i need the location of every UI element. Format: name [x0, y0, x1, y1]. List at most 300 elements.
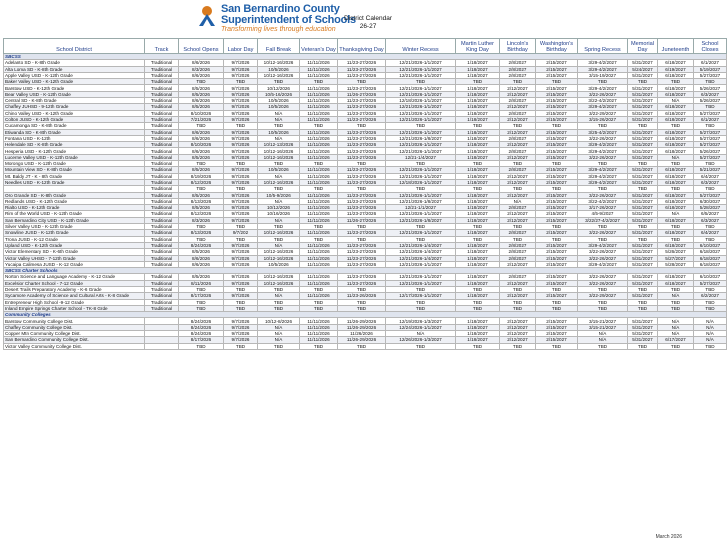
- date-cell: 2/15/2027: [536, 104, 578, 110]
- date-cell: 6/18/2027: [658, 173, 694, 179]
- date-cell: 4/5-9/2027: [578, 211, 628, 217]
- date-cell: 11/11/2026: [300, 293, 338, 299]
- date-cell: 11/23-27/2026: [338, 60, 386, 66]
- date-cell: 11/11/2026: [300, 135, 338, 141]
- date-cell: 9/7/2026: [224, 173, 258, 179]
- date-cell: 3/29-4/2/2027: [578, 104, 628, 110]
- date-cell: Traditional: [145, 217, 179, 223]
- date-cell: 12/21/2026-1/1/2027: [386, 110, 456, 116]
- date-cell: 5/31/2027: [628, 154, 658, 160]
- date-cell: TBD: [258, 286, 300, 292]
- date-cell: 8/3/2026: [179, 217, 224, 223]
- date-cell: TBD: [628, 305, 658, 311]
- date-cell: 1/18/2027: [456, 293, 500, 299]
- date-cell: 8/12/2026: [179, 211, 224, 217]
- date-cell: 9/7/2026: [224, 242, 258, 248]
- date-cell: 11/11/2026: [300, 249, 338, 255]
- date-cell: 12/21/2026-1/1/2027: [386, 211, 456, 217]
- column-header: Juneteenth: [658, 39, 694, 54]
- date-cell: Traditional: [145, 154, 179, 160]
- date-cell: TBD: [500, 305, 536, 311]
- date-cell: TBD: [179, 343, 224, 349]
- date-cell: 9/7/2026: [224, 154, 258, 160]
- date-cell: TBD: [578, 343, 628, 349]
- column-header: Washington's Birthday: [536, 39, 578, 54]
- date-cell: 8/5/2026: [179, 154, 224, 160]
- date-cell: TBD: [694, 305, 727, 311]
- date-cell: 5/31/2027: [628, 142, 658, 148]
- date-cell: 11/23-27/2026: [338, 242, 386, 248]
- date-cell: 3/22/27-4/2/2027: [578, 217, 628, 223]
- date-cell: 1/18/2027: [456, 261, 500, 267]
- date-cell: 2/15/2027: [536, 249, 578, 255]
- date-cell: 11/11/2026: [300, 110, 338, 116]
- date-cell: 1/18/2027: [456, 230, 500, 236]
- date-cell: 2/15/2027: [536, 217, 578, 223]
- district-name-cell: Silver Valley USD - K-12th Grade: [4, 224, 145, 230]
- date-cell: 6/10/2027: [694, 274, 727, 280]
- date-cell: 12/21/2026-1/1/2027: [386, 60, 456, 66]
- date-cell: 6/1/2027: [694, 116, 727, 122]
- date-cell: TBD: [300, 299, 338, 305]
- date-cell: 2/8/2027: [500, 205, 536, 211]
- date-cell: 12/21/2026-1/1/2027: [386, 104, 456, 110]
- column-header: Labor Day: [224, 39, 258, 54]
- date-cell: 6/18/2027: [658, 192, 694, 198]
- column-header: Track: [145, 39, 179, 54]
- date-cell: 8/11/2026: [179, 280, 224, 286]
- date-cell: 3/22-4/2/2027: [578, 198, 628, 204]
- date-cell: 2/12/2027: [500, 211, 536, 217]
- date-cell: 9/7/2026: [224, 205, 258, 211]
- date-cell: 8/6/2026: [179, 60, 224, 66]
- date-cell: 2/15/2027: [536, 324, 578, 330]
- date-cell: TBD: [456, 79, 500, 85]
- date-cell: TBD: [536, 299, 578, 305]
- date-cell: Traditional: [145, 198, 179, 204]
- date-cell: TBD: [224, 305, 258, 311]
- date-cell: 9/7/2026: [224, 198, 258, 204]
- date-cell: Traditional: [145, 305, 179, 311]
- date-cell: 11/11/2026: [300, 331, 338, 337]
- date-cell: TBD: [179, 286, 224, 292]
- date-cell: 5/28/2027: [658, 261, 694, 267]
- district-name-cell: Rim of the World USD - K-12th Grade: [4, 211, 145, 217]
- column-header: Spring Recess: [578, 39, 628, 54]
- column-header: School Closes: [694, 39, 727, 54]
- date-cell: 12/21/2026-1/1/2027: [386, 72, 456, 78]
- date-cell: 5/31/2027: [628, 331, 658, 337]
- date-cell: TBD: [628, 299, 658, 305]
- date-cell: 1/18/2027: [456, 116, 500, 122]
- date-cell: 11/11/2026: [300, 154, 338, 160]
- date-cell: TBD: [300, 286, 338, 292]
- date-cell: 11/23-27/2026: [338, 230, 386, 236]
- date-cell: 6/18/2027: [658, 110, 694, 116]
- date-cell: 1/18/2027: [456, 274, 500, 280]
- date-cell: 8/13/2026: [179, 198, 224, 204]
- date-cell: TBD: [338, 343, 386, 349]
- date-cell: TBD: [658, 299, 694, 305]
- date-cell: 12/21/2026-1/1/2027: [386, 274, 456, 280]
- date-cell: TBD: [628, 123, 658, 129]
- date-cell: 10/12-16/2026: [258, 154, 300, 160]
- date-cell: 12/21-1/1/2027: [386, 205, 456, 211]
- date-cell: 11/23-27/2026: [338, 66, 386, 72]
- date-cell: TBD: [500, 224, 536, 230]
- date-cell: 5/31/2027: [628, 85, 658, 91]
- date-cell: N/A: [258, 198, 300, 204]
- date-cell: 11/23-27/2026: [338, 205, 386, 211]
- district-name-cell: Redlands USD - K-12th Grade: [4, 198, 145, 204]
- date-cell: 2/15/2027: [536, 261, 578, 267]
- date-cell: 11/23-27/2026: [338, 148, 386, 154]
- date-cell: TBD: [179, 161, 224, 167]
- date-cell: 3/22-29/2027: [578, 293, 628, 299]
- date-cell: 6/19/2027: [658, 66, 694, 72]
- date-cell: 8/6/2026: [179, 148, 224, 154]
- date-cell: 12/21/2026-1/1/2027: [386, 167, 456, 173]
- date-cell: TBD: [338, 123, 386, 129]
- date-cell: 6/18/2027: [658, 129, 694, 135]
- date-cell: 1/18/2027: [456, 167, 500, 173]
- date-cell: TBD: [658, 186, 694, 192]
- date-cell: 11/23-27/2026: [338, 129, 386, 135]
- date-cell: 2/8/2027: [500, 135, 536, 141]
- date-cell: Traditional: [145, 286, 179, 292]
- district-name-cell: Upland USD - K-12th Grade: [4, 242, 145, 248]
- date-cell: 11/23-27/2026: [338, 98, 386, 104]
- date-cell: TBD: [258, 305, 300, 311]
- date-cell: TBD: [578, 286, 628, 292]
- date-cell: 3/29-4/2/2027: [578, 60, 628, 66]
- column-header: Thanksgiving Day: [338, 39, 386, 54]
- logo-tagline: Transforming lives through education: [221, 26, 336, 33]
- date-cell: TBD: [456, 161, 500, 167]
- date-cell: 10/5/2026: [258, 167, 300, 173]
- date-cell: TBD: [258, 186, 300, 192]
- date-cell: TBD: [658, 236, 694, 242]
- date-cell: 3/22-26/2027: [578, 249, 628, 255]
- date-cell: 10/5/2026: [258, 104, 300, 110]
- date-cell: TBD: [694, 104, 727, 110]
- date-cell: TBD: [578, 186, 628, 192]
- date-cell: 8/5/2026: [179, 104, 224, 110]
- date-cell: 7/21/2026: [179, 116, 224, 122]
- date-cell: 10/12-16/2026: [258, 249, 300, 255]
- date-cell: 2/8/2027: [500, 148, 536, 154]
- date-cell: 11/11/2026: [300, 211, 338, 217]
- district-name-cell: Adelanto SD - K-8th Grade: [4, 60, 145, 66]
- date-cell: 12/17/2026-1/1/2027: [386, 293, 456, 299]
- date-cell: TBD: [456, 305, 500, 311]
- date-cell: TBD: [224, 236, 258, 242]
- date-cell: TBD: [338, 186, 386, 192]
- date-cell: 2/15/2027: [536, 135, 578, 141]
- date-cell: 2/15/2027: [536, 211, 578, 217]
- date-cell: TBD: [258, 236, 300, 242]
- date-cell: 10/12/2026: [258, 85, 300, 91]
- column-header: School Opens: [179, 39, 224, 54]
- date-cell: 9/7/2026: [224, 293, 258, 299]
- document-year: 26-27: [359, 23, 377, 30]
- date-cell: 6/4/2027: [694, 173, 727, 179]
- date-cell: 10/12-16/2026: [258, 255, 300, 261]
- date-cell: 11/11/2026: [300, 230, 338, 236]
- date-cell: 6/18/2027: [658, 280, 694, 286]
- date-cell: 2/15/2027: [536, 198, 578, 204]
- date-cell: TBD: [386, 123, 456, 129]
- date-cell: TBD: [300, 224, 338, 230]
- date-cell: 5/31/2027: [628, 192, 658, 198]
- date-cell: 1/18/2027: [456, 337, 500, 343]
- date-cell: 12/21/2026-1/1/2027: [386, 148, 456, 154]
- date-cell: 5/31/2027: [628, 280, 658, 286]
- date-cell: Traditional: [145, 110, 179, 116]
- date-cell: 3/29-4/2/2027: [578, 261, 628, 267]
- district-name-cell: Snowline JUSD - K-12th Grade: [4, 230, 145, 236]
- date-cell: 2/8/2027: [500, 230, 536, 236]
- date-cell: 9/7/2026: [224, 261, 258, 267]
- date-cell: TBD: [500, 286, 536, 292]
- table-row: [4, 343, 727, 349]
- district-name-cell: Chaffey JUHSD - 9-12th Grade: [4, 104, 145, 110]
- district-name-cell: Baker Valley USD - K-12th Grade: [4, 79, 145, 85]
- date-cell: 11/23-27/2026: [338, 261, 386, 267]
- date-cell: 8/13/2026: [179, 230, 224, 236]
- column-header: Memorial Day: [628, 39, 658, 54]
- date-cell: 6/18/2027: [658, 242, 694, 248]
- date-cell: 8/24/2026: [179, 242, 224, 248]
- date-cell: 8/24/2026: [179, 318, 224, 324]
- date-cell: 5/31/2027: [628, 60, 658, 66]
- date-cell: TBD: [338, 299, 386, 305]
- date-cell: 3/15-26/2027: [578, 116, 628, 122]
- column-header: Winter Recess: [386, 39, 456, 54]
- district-name-cell: Morongo USD - K-12th Grade: [4, 161, 145, 167]
- date-cell: 5/31/2027: [628, 98, 658, 104]
- district-name-cell: Oro Grande SD - K-8th Grade: [4, 192, 145, 198]
- date-cell: 5/31/2027: [628, 255, 658, 261]
- date-cell: 6/18/2027: [658, 91, 694, 97]
- date-cell: 2/12/2027: [500, 280, 536, 286]
- date-cell: 5/27/2027: [658, 255, 694, 261]
- date-cell: 10/12/2026: [258, 205, 300, 211]
- date-cell: TBD: [456, 123, 500, 129]
- date-cell: 3/22-26/2027: [578, 280, 628, 286]
- date-cell: Traditional: [145, 72, 179, 78]
- date-cell: 11/23-27/2026: [338, 104, 386, 110]
- date-cell: TBD: [224, 161, 258, 167]
- date-cell: Traditional: [145, 135, 179, 141]
- date-cell: 11/11/2026: [300, 217, 338, 223]
- date-cell: 6/17/2027: [658, 337, 694, 343]
- date-cell: 5/26/2027: [694, 148, 727, 154]
- date-cell: TBD: [500, 186, 536, 192]
- date-cell: 9/7/2026: [224, 280, 258, 286]
- date-cell: TBD: [179, 123, 224, 129]
- logo-line-2: Superintendent of Schools: [221, 14, 356, 26]
- date-cell: TBD: [658, 305, 694, 311]
- date-cell: [145, 343, 179, 349]
- district-name-cell: Colton JUSD - K-12th Grade: [4, 116, 145, 122]
- date-cell: TBD: [386, 161, 456, 167]
- date-cell: 11/11/2026: [300, 148, 338, 154]
- date-cell: 11/23-27/2026: [338, 211, 386, 217]
- date-cell: 2/15/2027: [536, 179, 578, 185]
- date-cell: 2/12/2027: [500, 293, 536, 299]
- district-name-cell: San Bernardino Community College Dist.: [4, 337, 145, 343]
- date-cell: TBD: [300, 161, 338, 167]
- date-cell: 6/18/2027: [658, 198, 694, 204]
- date-cell: 12/21/2026-1/1/2027: [386, 230, 456, 236]
- date-cell: 9/7/2026: [224, 318, 258, 324]
- date-cell: N/A: [658, 318, 694, 324]
- footer-date: March 2026: [655, 534, 682, 540]
- date-cell: TBD: [386, 236, 456, 242]
- date-cell: 1/18/2027: [456, 60, 500, 66]
- date-cell: Traditional: [145, 299, 179, 305]
- date-cell: TBD: [628, 343, 658, 349]
- date-cell: 5/31/2027: [628, 148, 658, 154]
- date-cell: 2/15/2027: [536, 173, 578, 179]
- date-cell: TBD: [258, 161, 300, 167]
- date-cell: 2/12/2027: [500, 173, 536, 179]
- date-cell: TBD: [300, 305, 338, 311]
- date-cell: 1/18/2027: [456, 98, 500, 104]
- date-cell: 10/5-9/2026: [258, 192, 300, 198]
- date-cell: 5/31/2027: [628, 293, 658, 299]
- date-cell: 2/8/2027: [500, 249, 536, 255]
- date-cell: 12/21/2026-1/4/2027: [386, 249, 456, 255]
- date-cell: 8/19/2026: [179, 173, 224, 179]
- date-cell: 1/18/2027: [456, 154, 500, 160]
- date-cell: 8/6/2026: [179, 98, 224, 104]
- date-cell: N/A: [258, 324, 300, 330]
- date-cell: TBD: [258, 123, 300, 129]
- date-cell: 11/11/2026: [300, 98, 338, 104]
- date-cell: TBD: [694, 286, 727, 292]
- date-cell: 11/23-27/2026: [338, 192, 386, 198]
- date-cell: 11/11/2026: [300, 129, 338, 135]
- date-cell: 5/31/2027: [628, 217, 658, 223]
- page-header: [0, 0, 700, 38]
- date-cell: TBD: [224, 286, 258, 292]
- date-cell: TBD: [536, 161, 578, 167]
- date-cell: 5/31/2027: [628, 337, 658, 343]
- date-cell: N/A: [694, 331, 727, 337]
- date-cell: 5/27/2027: [694, 135, 727, 141]
- date-cell: TBD: [694, 123, 727, 129]
- date-cell: 11/11/2026: [300, 60, 338, 66]
- date-cell: 1/18/2027: [456, 217, 500, 223]
- date-cell: 9/7/2026: [224, 135, 258, 141]
- date-cell: 2/15/2027: [536, 274, 578, 280]
- district-name-cell: Mt. Baldy JT - K - 8th Grade: [4, 173, 145, 179]
- date-cell: 11/23-27/2026: [338, 274, 386, 280]
- date-cell: N/A: [694, 337, 727, 343]
- date-cell: 8/12/2026: [179, 179, 224, 185]
- date-cell: TBD: [456, 186, 500, 192]
- date-cell: N/A: [258, 135, 300, 141]
- document-title: [344, 15, 392, 31]
- date-cell: 5/21/2027: [694, 167, 727, 173]
- date-cell: Traditional: [145, 173, 179, 179]
- date-cell: Traditional: [145, 236, 179, 242]
- date-cell: Traditional: [145, 98, 179, 104]
- date-cell: N/A: [258, 242, 300, 248]
- date-cell: TBD: [386, 186, 456, 192]
- date-cell: TBD: [628, 224, 658, 230]
- date-cell: 9/7/2026: [224, 129, 258, 135]
- date-cell: 2/8/2027: [500, 60, 536, 66]
- date-cell: 12/18/2026-1/1/2027: [386, 98, 456, 104]
- date-cell: TBD: [258, 79, 300, 85]
- district-name-cell: Cucamonga SD - K-8th Grade: [4, 123, 145, 129]
- date-cell: 3/22-26/2027: [578, 192, 628, 198]
- date-cell: 11/23-27/2026: [338, 116, 386, 122]
- date-cell: TBD: [578, 305, 628, 311]
- date-cell: 1/18/2027: [456, 192, 500, 198]
- date-cell: 9/7/2026: [224, 72, 258, 78]
- date-cell: 12/18/2026-1/1/2027: [386, 179, 456, 185]
- date-cell: 3/15-19/2027: [578, 72, 628, 78]
- date-cell: 12/21/2026-1/1/2027: [386, 91, 456, 97]
- date-cell: 2/15/2027: [536, 91, 578, 97]
- column-header: Fall Break: [258, 39, 300, 54]
- date-cell: 3/29-4/2/2027: [578, 173, 628, 179]
- date-cell: 5/28/2027: [694, 205, 727, 211]
- date-cell: 6/18/2027: [694, 255, 727, 261]
- date-cell: 5/31/2027: [628, 72, 658, 78]
- district-name-cell: Copper Mtn Community College Dist.: [4, 331, 145, 337]
- date-cell: TBD: [578, 161, 628, 167]
- date-cell: TBD: [658, 161, 694, 167]
- date-cell: 9/7/2026: [224, 179, 258, 185]
- district-name-cell: Needles USD - K-12th Grade: [4, 179, 145, 185]
- date-cell: 3/29-4/2/2027: [578, 242, 628, 248]
- date-cell: TBD: [179, 79, 224, 85]
- date-cell: Traditional: [145, 123, 179, 129]
- date-cell: 2/15/2027: [536, 110, 578, 116]
- date-cell: 5/31/2027: [628, 173, 658, 179]
- date-cell: 2/15/2027: [536, 318, 578, 324]
- date-cell: 10/5/2026: [258, 66, 300, 72]
- date-cell: 8/5/2026: [179, 205, 224, 211]
- date-cell: 10/12-16/2026: [258, 148, 300, 154]
- date-cell: 12/21/2026-1/1/2027: [386, 66, 456, 72]
- date-cell: TBD: [694, 161, 727, 167]
- date-cell: 10/16/2026: [258, 211, 300, 217]
- date-cell: N/A: [658, 293, 694, 299]
- date-cell: TBD: [536, 123, 578, 129]
- date-cell: 5/31/2027: [628, 230, 658, 236]
- date-cell: 6/18/2027: [694, 249, 727, 255]
- date-cell: 5/27/2027: [694, 154, 727, 160]
- date-cell: 9/7/2026: [224, 167, 258, 173]
- date-cell: TBD: [338, 286, 386, 292]
- date-cell: Traditional: [145, 104, 179, 110]
- district-name-cell: Desert Trails Preparatory Academy - K-6 Grade: [4, 286, 145, 292]
- date-cell: 1/18/2027: [456, 110, 500, 116]
- date-cell: N/A: [258, 331, 300, 337]
- date-cell: TBD: [628, 236, 658, 242]
- date-cell: 6/18/2027: [658, 179, 694, 185]
- district-name-cell: Barstow Community College Dist.: [4, 318, 145, 324]
- date-cell: 1/18/2027: [456, 242, 500, 248]
- date-cell: 11/11/2026: [300, 255, 338, 261]
- column-header-row: [4, 39, 727, 54]
